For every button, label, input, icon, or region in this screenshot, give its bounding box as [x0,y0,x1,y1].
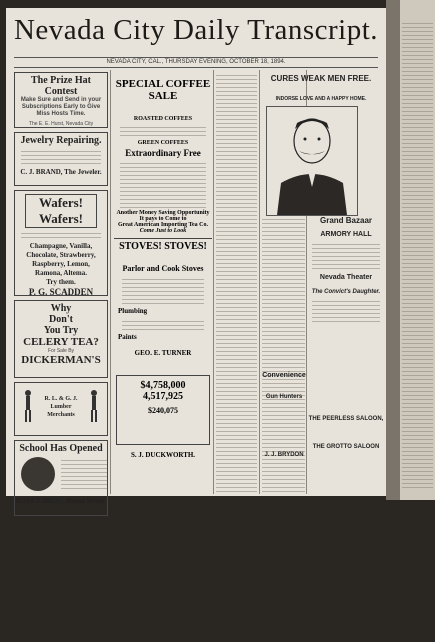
celery-tea-ad [14,300,108,378]
paints: Paints [118,333,137,341]
wafers-try: Try them. [46,278,76,286]
tea-line: Don't [49,314,73,325]
news-column [216,72,257,492]
turner-signature: GEO. E. TURNER [134,349,192,357]
wafers-item: Ramona, Altema. [35,269,87,277]
brydon: J. J. BRYDON [264,452,304,458]
page-gutter [386,0,400,500]
prize-hat-title: The Prize Hat Contest [31,75,91,97]
roasted-coffees: ROASTED COFFEES [133,116,193,122]
it-pays: It pays to Come to [139,216,187,222]
green-coffees: GREEN COFFEES [137,140,189,146]
money-saving: Another Money Saving Opportunity [116,210,210,216]
plumbing: Plumbing [118,307,148,315]
dateline: NEVADA CITY, CAL., THURSDAY EVENING, OCTOBER 18, 1894. [14,57,378,68]
adjacent-page-text [402,20,433,490]
news-column [262,216,305,492]
theater-body [312,298,380,322]
figure-icon [89,389,99,423]
stoves-body [122,276,204,304]
stoves-ad [114,238,212,373]
money-second: 4,517,925 [143,391,183,402]
stoves-title: STOVES! STOVES! [119,241,207,252]
tea-line: You Try [43,325,79,336]
wafers-body [21,230,101,240]
grand-bazaar: Grand Bazaar [319,216,373,225]
column-rule [110,70,111,494]
tea-for-sale: For Sale By [47,348,75,354]
bazaar-body [312,241,380,271]
plumbing-body [122,318,204,330]
tea-company: Great American Importing Tea Co. [117,222,209,228]
coffee-offers [120,160,206,208]
tea-seller: DICKERMAN'S [21,354,101,366]
cures-sub: INDORSE LOVE AND A HAPPY HOME. [275,96,367,102]
portrait-illustration [266,106,358,216]
right-ad-column [308,216,384,642]
column-rule [213,70,214,494]
prize-hat-signature: The E. E. Hurst, Nevada City [28,121,94,127]
coffee-sale-ad [114,78,212,238]
tea-title: CELERY TEA? [23,336,99,348]
wafers-signature: P. G. SCADDEN [28,287,94,297]
jewelry-signature: C. J. BRAND, The Jeweler. [20,168,102,176]
wafers-ad [14,190,108,296]
extraordinary-free: Extraordinary Free [125,148,201,158]
middle-ad-column [114,70,212,496]
newspaper-page [6,8,386,505]
cures-title: CURES WEAK MEN FREE. [270,74,372,83]
gun-hunters: Gun Hunters [265,394,303,400]
school-ad [14,440,108,516]
prize-hat-body: Make Sure and Send in your Subscriptions Early to Give Miss Hosts Time. [20,97,102,117]
convicts-daughter: The Convict's Daughter. [311,289,381,295]
money-difference: $240,075 [148,406,178,415]
wafers-item: Raspberry, Lemon, [32,260,90,268]
stoves-sub: Parlor and Cook Stoves [122,264,204,273]
adjacent-page-edge [386,0,435,500]
money-total: $4,758,000 [140,380,186,391]
jewelry-body [21,148,101,166]
tea-line: Why [50,303,72,314]
grotto-saloon: THE GROTTO SALOON [312,444,380,450]
coffee-prices [120,124,206,138]
coffee-title: SPECIAL COFFEE SALE [115,78,211,102]
jewelry-title: Jewelry Repairing. [20,135,102,146]
money-ad [116,375,210,445]
wafers-title: Wafers! Wafers! [25,194,97,228]
masthead-title: Nevada City Daily Transcript. [13,14,379,46]
convenience: Convenience [262,372,306,379]
figure-icon [23,389,33,423]
come-look: Come Just to Look [139,228,187,234]
school-body [61,457,107,491]
armory-hall: ARMORY HALL [320,231,372,238]
school-illustration [21,457,55,491]
prize-hat-ad [14,72,108,128]
wafers-item: Chocolate, Strawberry, [26,251,96,259]
school-title: School Has Opened [19,443,103,454]
school-signature: BOVEY BROS., Broad Street. [15,497,107,505]
nevada-theater: Nevada Theater [319,274,373,281]
jewelry-ad [14,132,108,186]
peerless-saloon: THE PEERLESS SALOON, [308,416,384,422]
lumber-ad [14,382,108,436]
column-rule [259,70,260,494]
lumber-merchants: R. L. & G. J. Lumber Merchants [44,396,78,418]
duckworth: S. J. DUCKWORTH. [130,451,196,459]
wafers-item: Champagne, Vanilla, [29,242,93,250]
left-ad-column [12,70,110,505]
